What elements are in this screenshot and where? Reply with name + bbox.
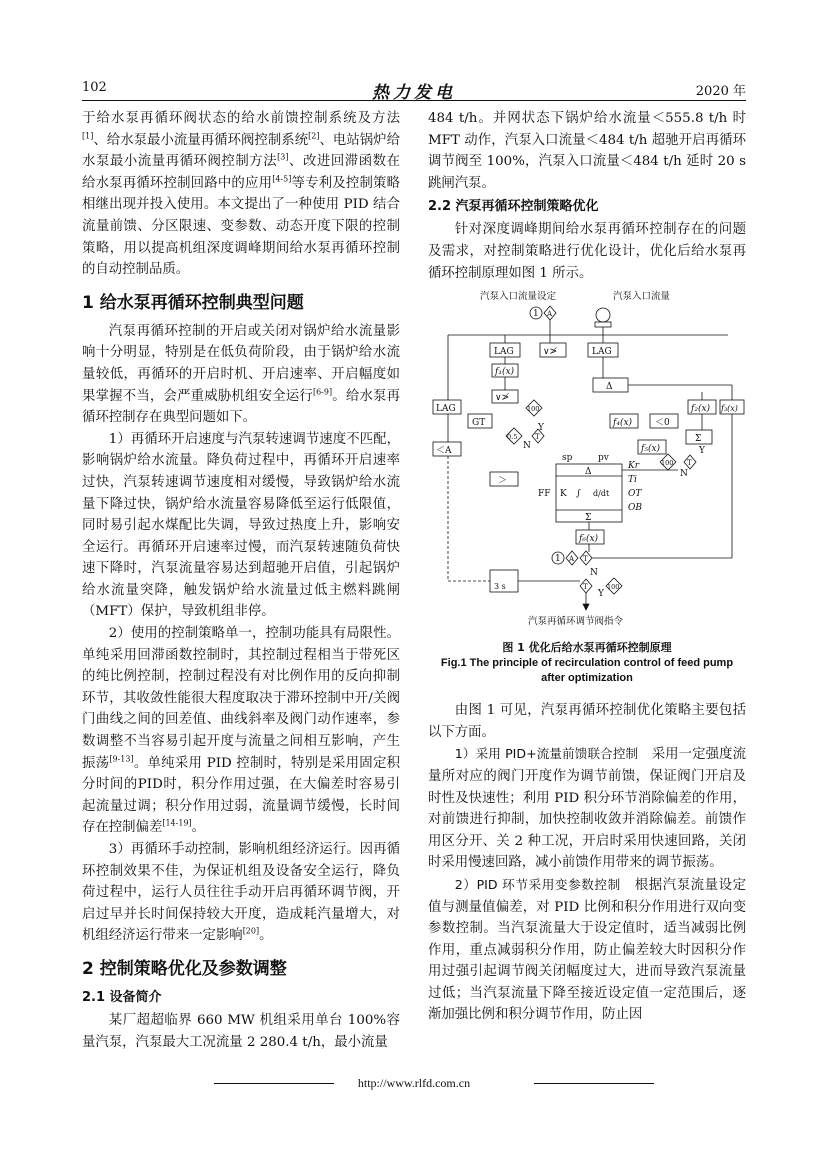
- svg-text:LAG: LAG: [436, 404, 456, 415]
- svg-text:N: N: [680, 469, 688, 480]
- svg-text:Y: Y: [699, 446, 705, 457]
- svg-text:∨≯: ∨≯: [543, 347, 558, 358]
- label-output: 汽泵再循环调节阀指令: [528, 616, 624, 628]
- svg-text:OB: OB: [628, 503, 642, 514]
- svg-text:N: N: [590, 568, 598, 579]
- svg-text:Σ: Σ: [585, 513, 592, 524]
- footer-rule-right: [534, 1083, 654, 1084]
- paragraph: 3）再循环手动控制，影响机组经济运行。因再循环控制效果不佳，为保证机组及设备安全运行，降负荷过程中，运行人员往往手动开启再循环调节阀，开启过早并长时间保持较大开度，造成耗汽量增大，对机组经济运行带来一定影响[20]。: [82, 842, 400, 944]
- ref: [1]: [82, 131, 94, 141]
- ref: [14-19]: [162, 818, 192, 828]
- ref: [20]: [242, 926, 260, 936]
- figure-1-diagram: [428, 290, 746, 640]
- svg-text:OT: OT: [628, 489, 642, 500]
- svg-text:100: 100: [607, 583, 620, 592]
- paragraph: 某厂超超临界 660 MW 机组采用单台 100%容量汽泵，汽泵最大工况流量 2 280.4 t/h，最小流量: [82, 1012, 400, 1050]
- svg-text:FF: FF: [538, 489, 551, 500]
- svg-text:GT: GT: [472, 418, 486, 429]
- ref: [3]: [277, 152, 289, 162]
- svg-text:A: A: [569, 555, 575, 564]
- paragraph: 针对深度调峰期间给水泵再循环控制存在的问题及需求，对控制策略进行优化设计，优化后给水泵再循环控制原理如图 1 所示。: [428, 222, 746, 281]
- subsection-heading-2-2: 2.2 汽泵再循环控制策略优化: [428, 199, 599, 215]
- svg-text:＜0: ＜0: [655, 418, 670, 429]
- section-heading-1: 1 给水泵再循环控制典型问题: [82, 292, 304, 313]
- flow-transmitter-icon: [596, 308, 610, 322]
- svg-text:f₅(x): f₅(x): [641, 444, 661, 455]
- svg-text:∨≯: ∨≯: [495, 393, 510, 404]
- page-footer: [82, 1076, 746, 1096]
- paragraph: 1）再循环开启速度与汽泵转速调节速度不匹配，影响锅炉给水流量。降负荷过程中，再循环开启速率过快，汽泵转速调节速度相对缓慢，导致锅炉给水流量下降过快，锅炉给水流量容易降低至运行低限值，同时易引起水煤配比失调，导致过热度上升，影响安全运行。再循环开启速率过慢，而汽泵转速随负荷快速下降时，汽泵流量容易达到超驰开启值，引起锅炉给水流量突降，触发锅炉给水流量过低主燃料跳闸（MFT）保护，导致机组非停。: [82, 431, 400, 620]
- label-setpoint: 汽泵入口流量设定: [480, 291, 557, 303]
- svg-text:Σ: Σ: [695, 434, 702, 445]
- svg-text:N: N: [523, 441, 531, 452]
- svg-text:f₆(x): f₆(x): [579, 534, 599, 545]
- svg-text:f₂(x): f₂(x): [691, 404, 711, 415]
- svg-text:100: 100: [527, 405, 540, 414]
- label-flow: 汽泵入口流量: [613, 291, 671, 303]
- page-number: 102: [82, 80, 107, 95]
- journal-title: 热力发电: [372, 83, 456, 103]
- svg-text:T: T: [687, 459, 692, 468]
- svg-text:Kr: Kr: [628, 461, 640, 472]
- svg-text:Y: Y: [598, 589, 604, 600]
- svg-text:Δ: Δ: [606, 382, 613, 393]
- svg-text:1: 1: [533, 309, 539, 320]
- svg-text:＞: ＞: [498, 476, 508, 487]
- paragraph: 由图 1 可见，汽泵再循环控制优化策略主要包括以下方面。: [428, 703, 746, 740]
- svg-text:sp: sp: [562, 453, 573, 464]
- right-column: [428, 108, 746, 1026]
- subsection-heading-2-1: 2.1 设备简介: [82, 989, 162, 1005]
- svg-text:Ti: Ti: [628, 475, 637, 486]
- figure-caption-cn: 图 1 优化后给水泵再循环控制原理: [502, 641, 672, 655]
- paragraph: 汽泵再循环控制的开启或关闭对锅炉给水流量影响十分明显，特别是在低负荷阶段，由于锅炉给水流量较低，再循环的开启时机、开启速率、开启幅度如果掌握不当，会严重威胁机组安全运行[6-9]。给水泵再循环控制存在典型问题如下。: [82, 323, 401, 426]
- paragraph: 2）PID 环节采用变参数控制 根据汽泵流量设定值与测量值偏差，对 PID 比例和积分作用进行双向变参数控制。当汽泵流量大于设定值时，适当减弱比例作用，重点减弱积分作用，防止偏差较大时因积分作用过强引起调节阀关闭幅度过大，进而导致汽泵流量过低；当汽泵流量下降至接近设定值一定范围后，逐渐加强比例和积分调节作用，防止因: [428, 876, 746, 1023]
- svg-text:pv: pv: [598, 453, 609, 464]
- paragraph-intro: 于给水泵再循环阀状态的给水前馈控制系统及方法[1]、给水泵最小流量再循环阀控制系统[2]、电站锅炉给水泵最小流量再循环阀控制方法[3]、改进回滞函数在给水泵再循环控制回路中的应用[4-5]等专利及控制策略相继出现并投入使用。本文提出了一种使用 PID 结合流量前馈、分区限速、变参数、动态开度下限的控制策略，用以提高机组深度调峰期间给水泵再循环控制的自动控制品质。: [82, 111, 401, 278]
- svg-text:Δ: Δ: [585, 467, 592, 478]
- left-column: [82, 108, 400, 1053]
- svg-text:100: 100: [661, 459, 674, 468]
- ref: [9-13]: [109, 754, 134, 764]
- paragraph: 1）采用 PID+流量前馈联合控制 采用一定强度流量所对应的阀门开度作为调节前馈，保证阀门开启及时性及快速性；利用 PID 积分环节消除偏差的作用，对前馈进行抑制，加快控制收敛并消除偏差。前馈作用区分开、关 2 种工况，开启时采用快速回路，关闭时采用慢速回路，减小前馈作用带来的调节振荡。: [428, 746, 746, 871]
- svg-text:0.5: 0.5: [507, 433, 518, 442]
- svg-text:∫: ∫: [576, 489, 581, 500]
- ref: [4-5]: [272, 174, 292, 184]
- svg-text:1: 1: [555, 554, 561, 565]
- paragraph: 484 t/h。并网状态下锅炉给水流量＜555.8 t/h 时MFT 动作，汽泵入口流量＜484 t/h 超驰开启再循环调节阀至 100%，汽泵入口流量＜484 t/h 延时 20 s 跳闸汽泵。: [428, 111, 746, 191]
- svg-text:f₃(x): f₃(x): [721, 404, 738, 414]
- svg-text:K: K: [560, 489, 567, 500]
- figure-caption-en: Fig.1 The principle of recirculation control of feed pump after optimization: [440, 657, 734, 685]
- svg-text:f₁(x): f₁(x): [495, 367, 515, 378]
- header-rule: [82, 100, 746, 101]
- svg-text:LAG: LAG: [592, 347, 612, 358]
- svg-text:f₄(x): f₄(x): [613, 418, 633, 429]
- svg-text:Y: Y: [538, 423, 544, 434]
- svg-text:3 s: 3 s: [494, 582, 506, 592]
- svg-text:T: T: [583, 583, 588, 592]
- svg-text:LAG: LAG: [494, 347, 514, 358]
- paragraph: 2）使用的控制策略单一，控制功能具有局限性。单纯采用回滞函数控制时，其控制过程相当于带死区的纯比例控制，控制过程没有对比例作用的反向抑制环节，其收敛性能很大程度取决于滞环控制中开/关阀门曲线之间的回差值、曲线斜率及阀门动作速率，参数调整不当容易引起开度与流量之间相互影响，产生振荡[9-13]。单纯采用 PID 控制时，特别是采用固定积分时间的PID时，积分作用过强，在大偏差时容易引起流量过调；积分作用过弱，流量调节缓慢，长时间存在控制偏差[14-19]。: [82, 626, 400, 836]
- issue-year: 2020 年: [695, 84, 746, 99]
- svg-text:T: T: [535, 433, 540, 442]
- svg-text:＜A: ＜A: [436, 446, 452, 457]
- svg-text:A: A: [547, 310, 553, 319]
- ref: [6-9]: [312, 387, 333, 397]
- section-heading-2: 2 控制策略优化及参数调整: [82, 958, 287, 979]
- svg-text:T: T: [583, 555, 588, 564]
- page-header: [82, 78, 746, 103]
- footer-url: http://www.rlfd.com.cn: [357, 1076, 471, 1090]
- svg-text:d/dt: d/dt: [593, 489, 610, 499]
- ref: [2]: [308, 131, 320, 141]
